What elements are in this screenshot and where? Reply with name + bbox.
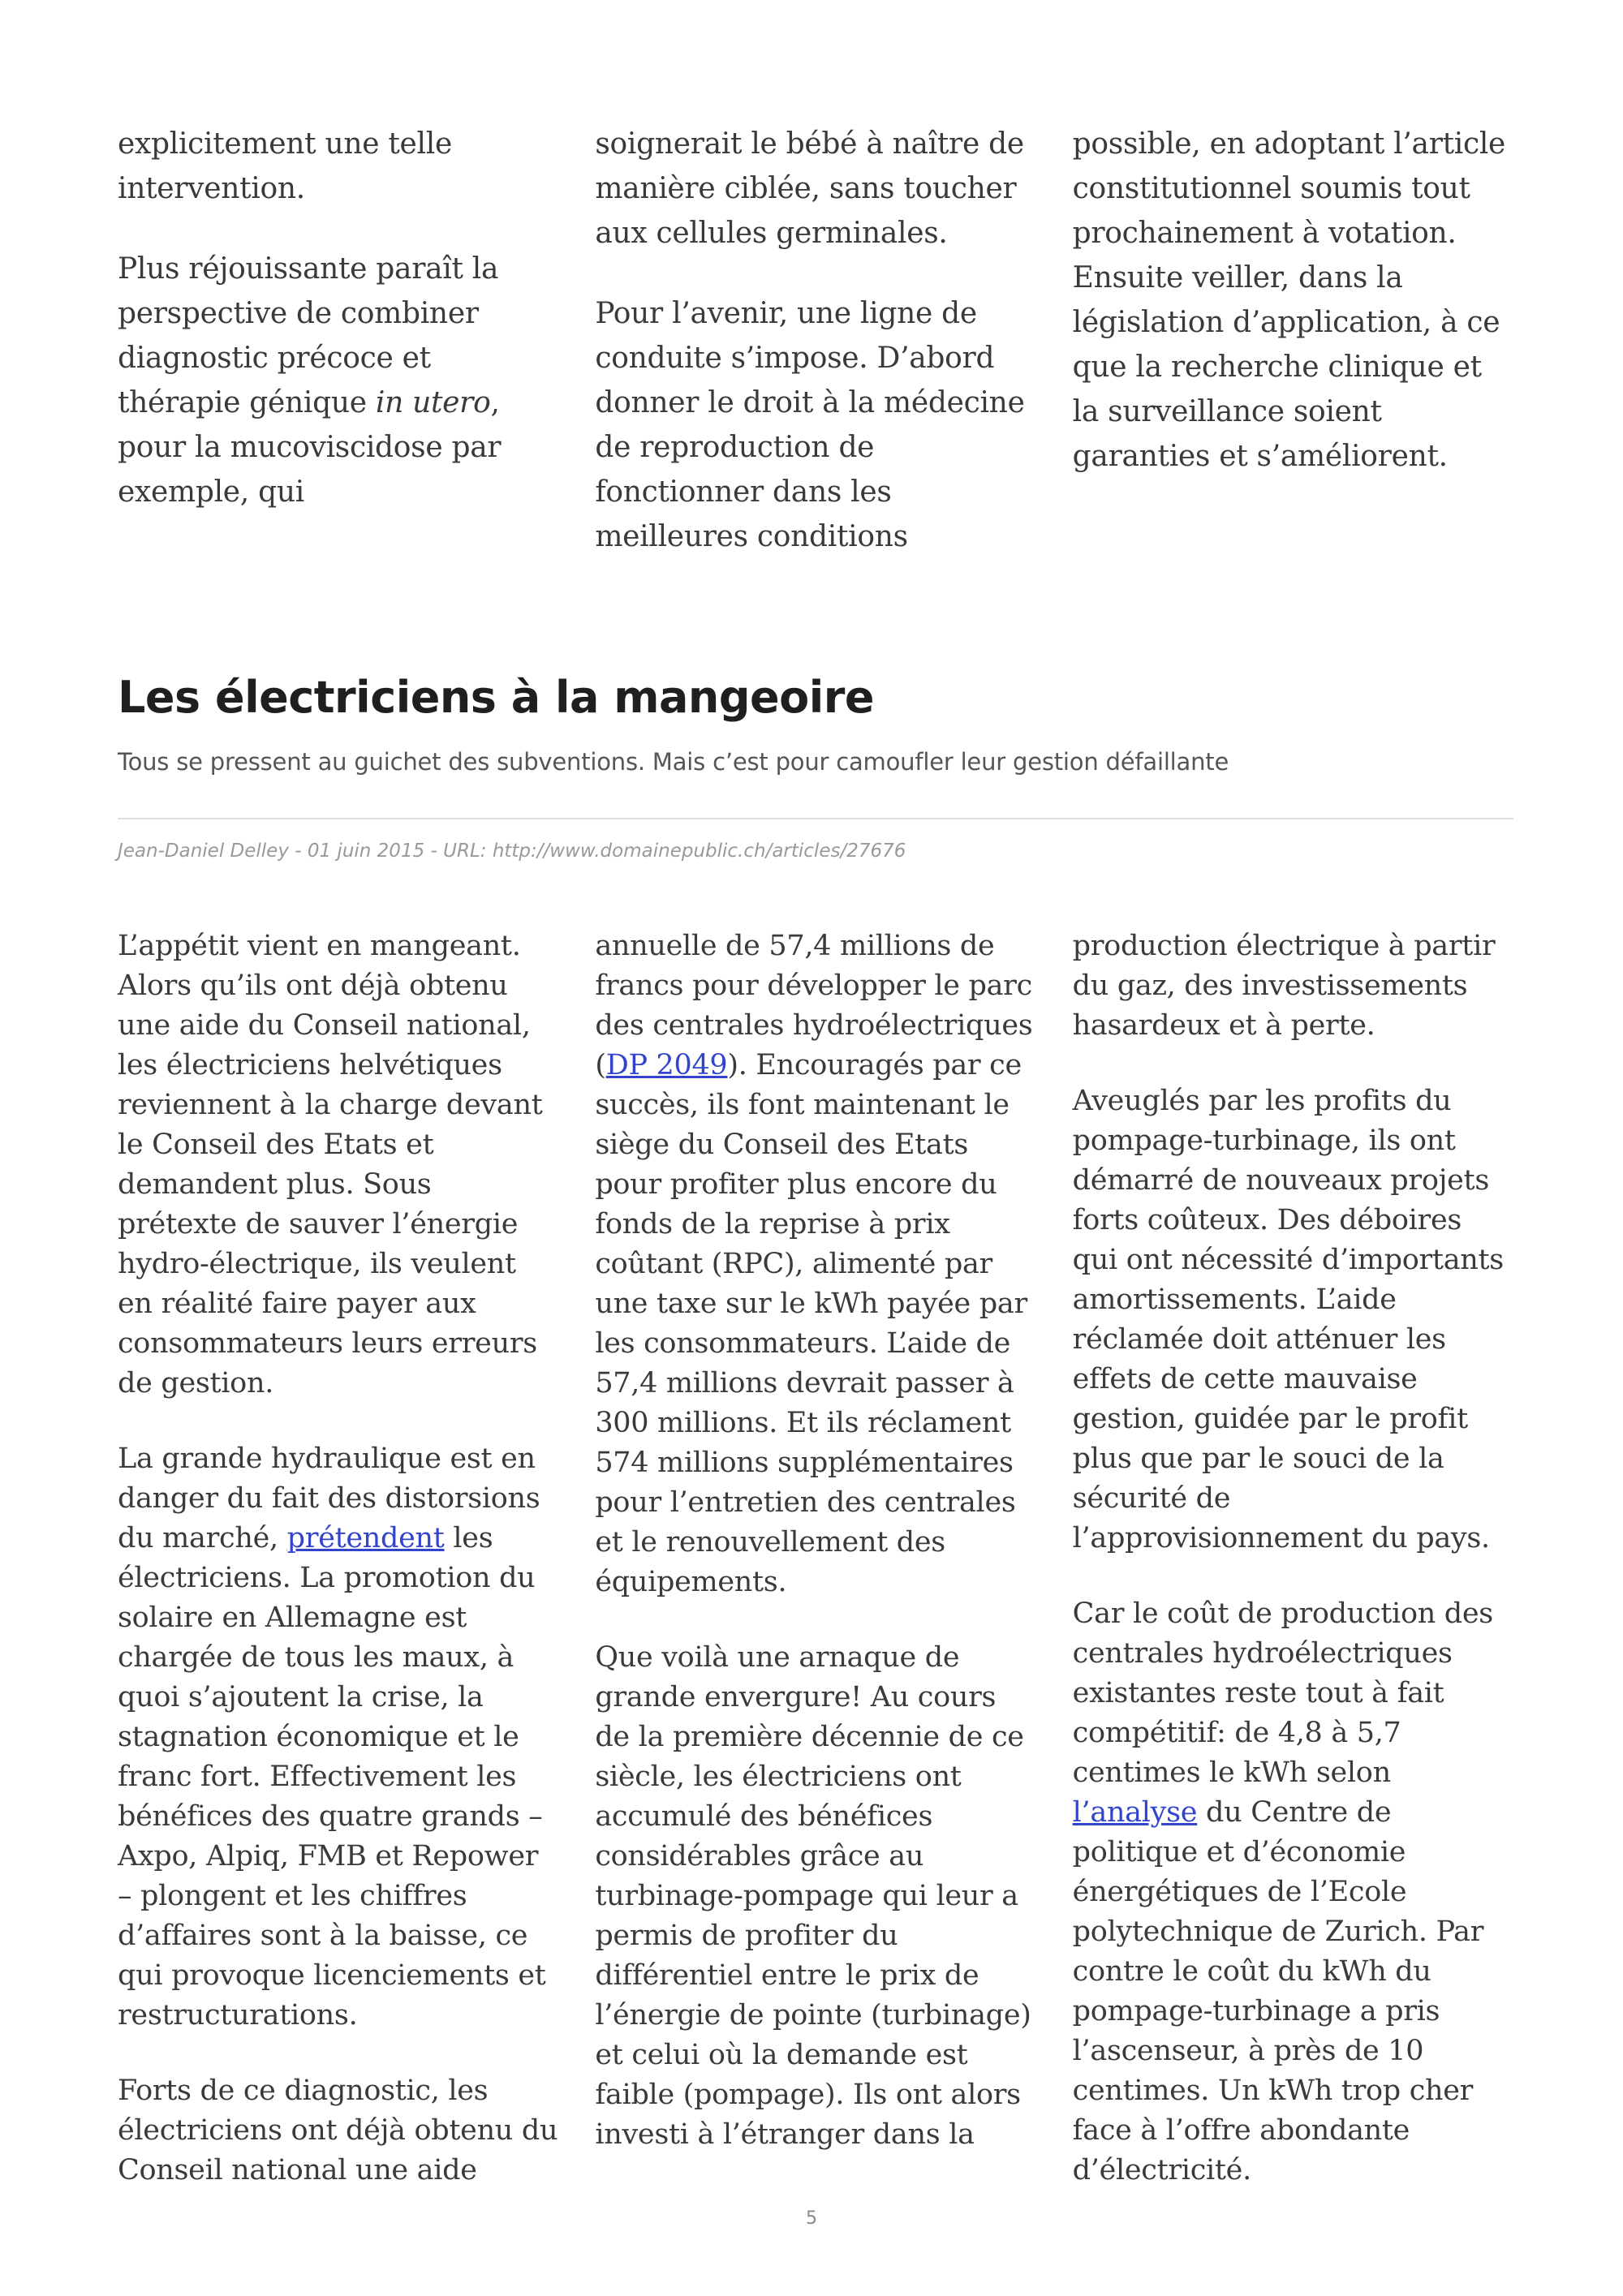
paragraph bbox=[118, 1439, 558, 2036]
article-body bbox=[118, 927, 1513, 2226]
text-run: La grande hydraulique est en danger du fait des distorsions du marché, bbox=[118, 1443, 540, 1554]
column-2 bbox=[595, 122, 1035, 595]
divider bbox=[118, 818, 1513, 819]
link-dp-2049[interactable]: DP 2049 bbox=[605, 1049, 728, 1081]
article-title: Les électriciens à la mangeoire bbox=[118, 672, 875, 723]
column-3 bbox=[1073, 927, 1513, 2226]
previous-article-continuation bbox=[118, 122, 1513, 595]
paragraph: Aveuglés par les profits du pompage-turbinage, ils ont démarré de nouveaux projets forts coûteux. Des déboires qui ont nécessité d’importants amortissements. L’aide réclamée doit atténuer les effets de cette mauvaise gestion, guidée par le profit plus que par le souci de la sécurité de l’approvisionnement du pays. bbox=[1072, 1085, 1504, 1554]
paragraph bbox=[118, 247, 558, 514]
paragraph: L’appétit vient en mangeant. Alors qu’ils ont déjà obtenu une aide du Conseil national, les électriciens helvétiques reviennent à la charge devant le Conseil des Etats et demandent plus. Sous prétexte de sauver l’énergie hydro-électrique, ils veulent en réalité faire payer aux consommateurs leurs erreurs de gestion. bbox=[118, 930, 543, 1400]
link-pretendent[interactable]: prétendent bbox=[286, 1522, 445, 1554]
text-run: , pour la mucoviscidose par exemple, qui bbox=[118, 386, 502, 509]
column-3 bbox=[1073, 122, 1513, 595]
article-subtitle: Tous se pressent au guichet des subventions. Mais c’est pour camoufler leur gestion défaillante bbox=[118, 748, 1229, 776]
paragraph: Pour l’avenir, une ligne de conduite s’impose. D’abord donner le droit à la médecine de reproduction de fonctionner dans les meilleures conditions bbox=[595, 297, 1025, 553]
text-run: ). Encouragés par ce succès, ils font maintenant le siège du Conseil des Etats pour profiter plus encore du fonds de la reprise à prix coûtant (RPC), alimenté par une taxe sur le kWh payée par les consommateurs. L’aide de 57,4 millions devrait passer à 300 millions. Et ils réclament 574 millions supplémentaires pour l’entretien des centrales et le renouvellement des équipements. bbox=[595, 1049, 1027, 1598]
paragraph: production électrique à partir du gaz, des investissements hasardeux et à perte. bbox=[1072, 930, 1496, 1042]
paragraph: soignerait le bébé à naître de manière ciblée, sans toucher aux cellules germinales. bbox=[595, 127, 1024, 250]
paragraph: explicitement une telle intervention. bbox=[118, 127, 452, 205]
column-2 bbox=[595, 927, 1035, 2226]
text-run: annuelle de 57,4 millions de francs pour développer le parc des centrales hydroélectriques ( bbox=[595, 930, 1033, 1081]
text-run: du Centre de politique et d’économie énergétiques de l’Ecole polytechnique de Zurich. Par contre le coût du kWh du pompage-turbinage a pris l’ascenseur, à près de 10 centimes. Un kWh trop cher face à l’offre abondante d’électricité. bbox=[1072, 1796, 1484, 2186]
column-1 bbox=[118, 927, 558, 2226]
column-1 bbox=[118, 122, 558, 595]
page-number: 5 bbox=[806, 2208, 817, 2229]
text-run: les électriciens. La promotion du solaire en Allemagne est chargée de tous les maux, à quoi s’ajoutent la crise, la stagnation économique et le franc fort. Effectivement les bénéfices des quatre grands – Axpo, Alpiq, FMB et Repower – plongent et les chiffres d’affaires sont à la baisse, ce qui provoque licenciements et restructurations. bbox=[118, 1522, 546, 2032]
link-analyse[interactable]: l’analyse bbox=[1072, 1796, 1198, 1829]
paragraph: Que voilà une arnaque de grande envergure! Au cours de la première décennie de ce siècle, les électriciens ont accumulé des bénéfices considérables grâce au turbinage-pompage qui leur a permis de profiter du différentiel entre le prix de l’énergie de pointe (turbinage) et celui où la demande est faible (pompage). Ils ont alors investi à l’étranger dans la bbox=[595, 1641, 1031, 2151]
text-run: Car le coût de production des centrales hydroélectriques existantes reste tout à fait compétitif: de 4,8 à 5,7 centimes le kWh selon bbox=[1072, 1597, 1493, 1789]
paragraph: Forts de ce diagnostic, les électriciens ont déjà obtenu du Conseil national une aide bbox=[118, 2075, 558, 2186]
paragraph: possible, en adoptant l’article constitutionnel soumis tout prochainement à votation. Ensuite veiller, dans la législation d’application, à ce que la recherche clinique et la surveillance soient garanties et s’améliorent. bbox=[1072, 127, 1506, 473]
article-meta: Jean-Daniel Delley - 01 juin 2015 - URL: http://www.domainepublic.ch/articles/27676 bbox=[118, 841, 906, 862]
paragraph bbox=[595, 927, 1035, 1602]
paragraph bbox=[1073, 1594, 1513, 2191]
text-run: Plus réjouissante paraît la perspective de combiner diagnostic précoce et thérapie génique bbox=[118, 252, 499, 419]
italic-text: in utero bbox=[375, 386, 491, 419]
